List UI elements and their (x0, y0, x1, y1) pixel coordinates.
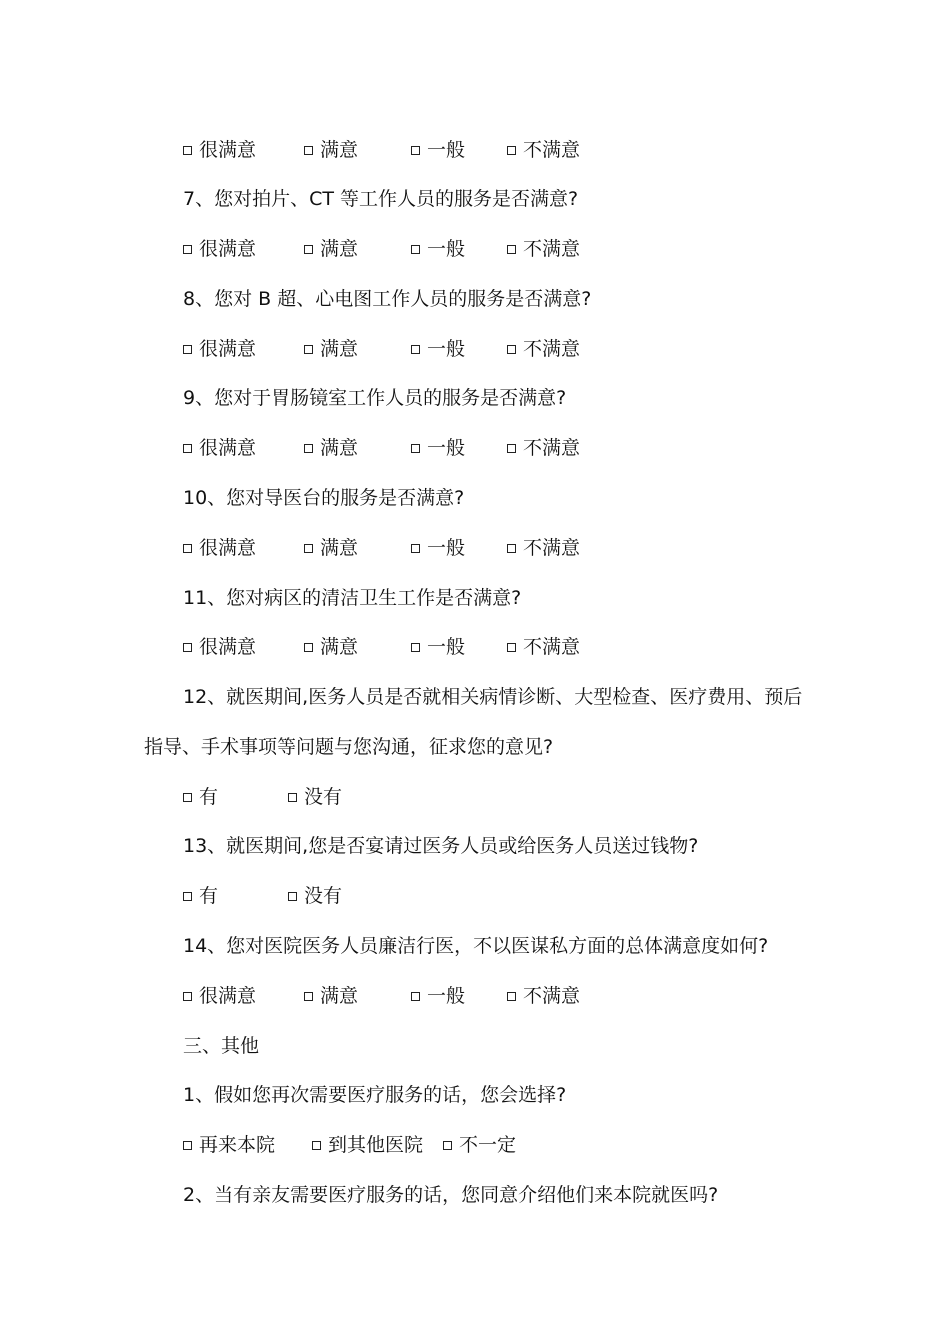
checkbox-icon[interactable] (183, 992, 192, 1001)
option-very-satisfied[interactable]: 很满意 (183, 435, 256, 461)
question-8: 8、您对 B 超、心电图工作人员的服务是否满意? (183, 288, 592, 310)
option-no[interactable]: 没有 (288, 784, 342, 810)
option-very-satisfied[interactable]: 很满意 (183, 983, 256, 1009)
checkbox-icon[interactable] (312, 1141, 321, 1150)
option-very-satisfied[interactable]: 很满意 (183, 535, 256, 561)
checkbox-icon[interactable] (411, 643, 420, 652)
option-very-satisfied[interactable]: 很满意 (183, 236, 256, 262)
option-average[interactable]: 一般 (411, 435, 465, 461)
option-satisfied[interactable]: 满意 (304, 137, 358, 163)
checkbox-icon[interactable] (507, 245, 516, 254)
option-satisfied[interactable]: 满意 (304, 336, 358, 362)
option-yes[interactable]: 有 (183, 784, 218, 810)
checkbox-icon[interactable] (304, 245, 313, 254)
checkbox-icon[interactable] (183, 345, 192, 354)
option-average[interactable]: 一般 (411, 634, 465, 660)
option-very-satisfied[interactable]: 很满意 (183, 336, 256, 362)
checkbox-icon[interactable] (443, 1141, 452, 1150)
question-10: 10、您对导医台的服务是否满意? (183, 487, 465, 509)
option-very-satisfied[interactable]: 很满意 (183, 137, 256, 163)
other-question-1: 1、假如您再次需要医疗服务的话，您会选择? (183, 1084, 567, 1106)
question-12-line2: 指导、手术事项等问题与您沟通，征求您的意见? (144, 736, 554, 758)
checkbox-icon[interactable] (183, 544, 192, 553)
checkbox-icon[interactable] (304, 544, 313, 553)
checkbox-icon[interactable] (183, 146, 192, 155)
checkbox-icon[interactable] (304, 643, 313, 652)
checkbox-icon[interactable] (304, 345, 313, 354)
option-average[interactable]: 一般 (411, 137, 465, 163)
checkbox-icon[interactable] (411, 345, 420, 354)
option-return-here[interactable]: 再来本院 (183, 1132, 275, 1158)
other-question-2: 2、当有亲友需要医疗服务的话，您同意介绍他们来本院就医吗? (183, 1184, 719, 1206)
option-satisfied[interactable]: 满意 (304, 983, 358, 1009)
checkbox-icon[interactable] (411, 146, 420, 155)
option-unsatisfied[interactable]: 不满意 (507, 236, 580, 262)
checkbox-icon[interactable] (411, 544, 420, 553)
checkbox-icon[interactable] (183, 892, 192, 901)
option-unsatisfied[interactable]: 不满意 (507, 983, 580, 1009)
checkbox-icon[interactable] (411, 245, 420, 254)
checkbox-icon[interactable] (288, 793, 297, 802)
checkbox-icon[interactable] (183, 444, 192, 453)
option-unsatisfied[interactable]: 不满意 (507, 336, 580, 362)
option-satisfied[interactable]: 满意 (304, 634, 358, 660)
option-satisfied[interactable]: 满意 (304, 435, 358, 461)
question-13: 13、就医期间,您是否宴请过医务人员或给医务人员送过钱物? (183, 835, 699, 857)
option-average[interactable]: 一般 (411, 236, 465, 262)
option-yes[interactable]: 有 (183, 883, 218, 909)
checkbox-icon[interactable] (304, 146, 313, 155)
checkbox-icon[interactable] (304, 992, 313, 1001)
option-satisfied[interactable]: 满意 (304, 535, 358, 561)
checkbox-icon[interactable] (288, 892, 297, 901)
checkbox-icon[interactable] (304, 444, 313, 453)
option-other-hospital[interactable]: 到其他医院 (312, 1132, 423, 1158)
checkbox-icon[interactable] (507, 444, 516, 453)
checkbox-icon[interactable] (507, 643, 516, 652)
checkbox-icon[interactable] (411, 444, 420, 453)
option-very-satisfied[interactable]: 很满意 (183, 634, 256, 660)
checkbox-icon[interactable] (183, 793, 192, 802)
question-14: 14、您对医院医务人员廉洁行医，不以医谋私方面的总体满意度如何? (183, 935, 769, 957)
checkbox-icon[interactable] (183, 1141, 192, 1150)
option-unsatisfied[interactable]: 不满意 (507, 634, 580, 660)
checkbox-icon[interactable] (411, 992, 420, 1001)
question-9: 9、您对于胃肠镜室工作人员的服务是否满意? (183, 387, 567, 409)
option-not-sure[interactable]: 不一定 (443, 1132, 516, 1158)
option-average[interactable]: 一般 (411, 535, 465, 561)
option-unsatisfied[interactable]: 不满意 (507, 535, 580, 561)
option-no[interactable]: 没有 (288, 883, 342, 909)
checkbox-icon[interactable] (507, 992, 516, 1001)
question-11: 11、您对病区的清洁卫生工作是否满意? (183, 587, 522, 609)
option-unsatisfied[interactable]: 不满意 (507, 435, 580, 461)
section-title-other: 三、其他 (183, 1035, 260, 1057)
option-unsatisfied[interactable]: 不满意 (507, 137, 580, 163)
option-average[interactable]: 一般 (411, 336, 465, 362)
checkbox-icon[interactable] (507, 544, 516, 553)
checkbox-icon[interactable] (183, 245, 192, 254)
option-average[interactable]: 一般 (411, 983, 465, 1009)
checkbox-icon[interactable] (183, 643, 192, 652)
question-7: 7、您对拍片、CT 等工作人员的服务是否满意? (183, 188, 579, 210)
checkbox-icon[interactable] (507, 146, 516, 155)
checkbox-icon[interactable] (507, 345, 516, 354)
option-satisfied[interactable]: 满意 (304, 236, 358, 262)
question-12-line1: 12、就医期间,医务人员是否就相关病情诊断、大型检查、医疗费用、预后 (183, 686, 803, 708)
